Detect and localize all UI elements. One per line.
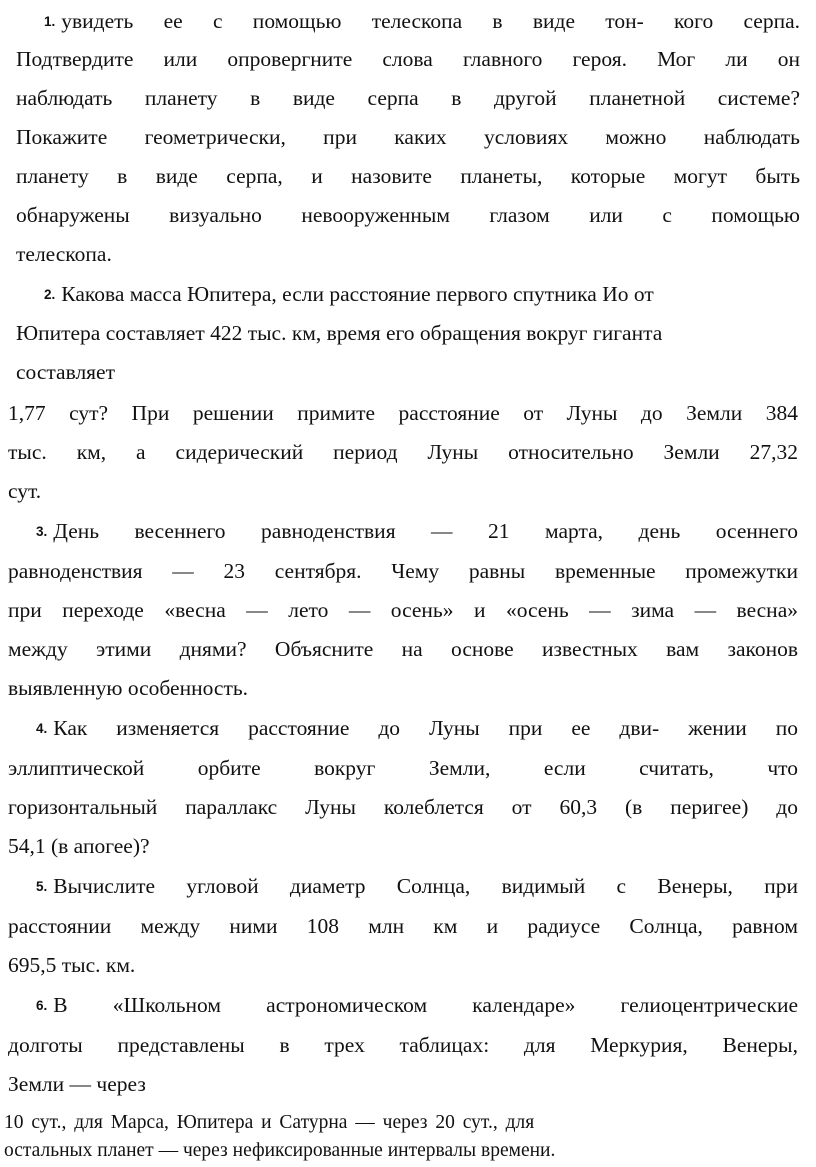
problem-1-line-7: телескопа. [16,242,112,266]
problem-1-line-2: Подтвердите или опровергните слова главного героя. Мог ли он [16,47,800,71]
problem-4-line-1 [36,715,798,742]
problem-text: Какова масса Юпитера, если расстояние первого спутника Ио от [61,282,654,306]
problem-2-line-4: 1,77 сут? При решении примите расстояние от Луны до Земли 384 [8,401,798,425]
problem-3-line-4: между этими днями? Объясните на основе известных вам законов [8,637,798,661]
problem-1-line-1 [44,8,800,35]
problem-6-line-4: 10 сут., для Марса, Юпитера и Сатурна — через 20 сут., для [4,1112,535,1133]
problem-5-line-3: 695,5 тыс. км. [8,953,136,977]
problem-text: Как изменяется расстояние до Луны при ее дви- жении по [53,716,798,740]
problem-2-line-3: составляет [16,360,115,384]
problem-6-line-1 [36,992,798,1019]
problem-3-line-2: равноденствия — 23 сентября. Чему равны временные промежутки [8,559,798,583]
problem-6-line-5: остальных планет — через нефиксированные интервалы времени. [4,1140,556,1161]
problem-1-line-4: Покажите геометрически, при каких условиях можно наблюдать [16,125,800,149]
problem-1-line-5: планету в виде серпа, и назовите планеты, которые могут быть [16,164,800,188]
problem-number: 2. [44,287,56,302]
problem-4-line-2: эллиптической орбите вокруг Земли, если считать, что [8,756,798,780]
problem-3-line-3: при переходе «весна — лето — осень» и «осень — зима — весна» [8,598,798,622]
problem-1-line-6: обнаружены визуально невооруженным глазом или с помощью [16,203,800,227]
problem-number: 4. [36,721,48,736]
problem-6-line-2: долготы представлены в трех таблицах: для Меркурия, Венеры, [8,1033,798,1057]
problem-number: 3. [36,524,48,539]
problem-text: В «Школьном астрономическом календаре» гелиоцентрические [53,993,798,1017]
problem-1-line-3: наблюдать планету в виде серпа в другой планетной системе? [16,86,800,110]
problem-2-line-5: тыс. км, а сидерический период Луны относительно Земли 27,32 [8,440,798,464]
problem-number: 1. [44,14,56,29]
problem-4-line-3: горизонтальный параллакс Луны колеблется от 60,3 (в перигее) до [8,795,798,819]
problem-3-line-5: выявленную особенность. [8,676,249,700]
problem-5-line-1 [36,873,798,900]
problem-2-line-6: сут. [8,479,42,503]
problem-6-line-3: Земли — через [8,1072,146,1096]
problem-text: Вычислите угловой диаметр Солнца, видимый с Венеры, при [53,874,798,898]
problem-2-line-2: Юпитера составляет 422 тыс. км, время его обращения вокруг гиганта [16,321,663,345]
problem-5-line-2: расстоянии между ними 108 млн км и радиусе Солнца, равном [8,914,798,938]
problem-number: 6. [36,998,48,1013]
problem-3-line-1 [36,518,798,545]
problem-text: увидеть ее с помощью телескопа в виде тон- кого серпа. [61,9,800,33]
problem-2-line-1 [44,281,654,308]
problem-number: 5. [36,879,48,894]
problem-4-line-4: 54,1 (в апогее)? [8,834,150,858]
problem-text: День весеннего равноденствия — 21 марта, день осеннего [53,519,798,543]
